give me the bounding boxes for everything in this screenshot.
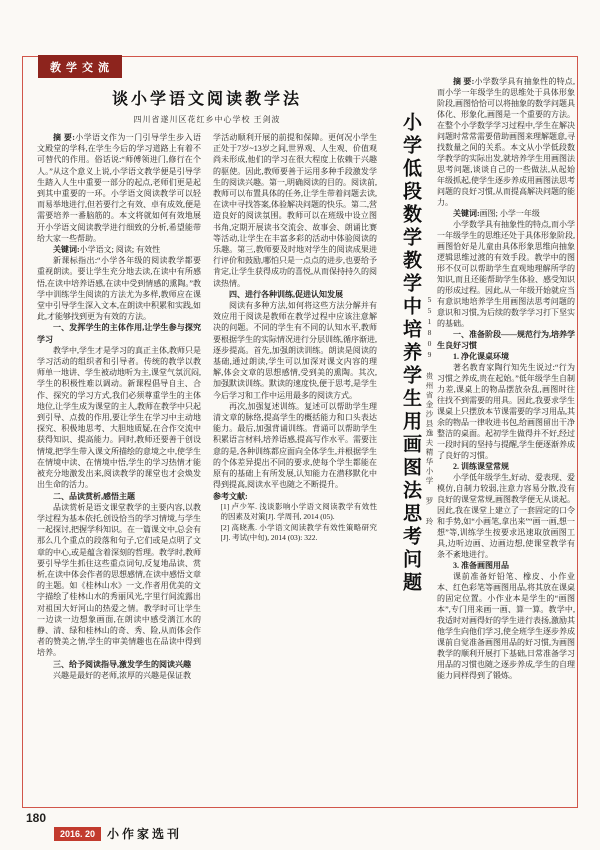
left-heading-4: 四、进行各种训练,促进认知发展 (229, 289, 343, 299)
right-article-column (437, 76, 575, 806)
right-abstract-label: 摘 要: (453, 77, 475, 86)
right-paragraph-2: 小学低年级学生,好动、爱表现、爱模仿,自制力较弱,注意力容易分散,没有良好的课堂常规,画图教学便无从谈起。因此,我在课堂上建立了一套固定的口令和手势,如“小画笔,拿出来”“画一画,想一想”等,训练学生按要求迅速取放画图工具,边听边画、边画边想,使课堂教学有条不紊地进行。 (437, 473, 575, 559)
left-abstract-label: 摘 要: (53, 133, 75, 142)
left-article-title: 谈小学语文阅读教学法 (111, 91, 302, 108)
left-heading-3: 三、给予阅读指导,激发学生的阅读兴趣 (53, 659, 191, 669)
footer (54, 825, 182, 842)
right-paragraph-0: 小学数学具有抽象性的特点,而小学一年级学生的思维还处于具体形象阶段,画图恰好是儿童由具体形象思维向抽象逻辑思维过渡的有效手段。教学中的图形不仅可以帮助学生直观地理解所学的知识,而且还能帮助学生体验、感受知识的形成过程。因此,从一年级开始就应当有意识地培养学生用画图法思考问题的意识和习惯,为后续的数学学习打下坚实的基础。 (437, 220, 575, 328)
left-article-author: 四川省遂川区花红乡中心学校 王剑波 (133, 115, 281, 124)
page-number: 180 (26, 811, 47, 825)
references-label: 参考文献: (213, 491, 248, 501)
right-heading-1: 一、准备阶段——规范行为,培养学生良好习惯 (437, 330, 575, 350)
left-article-column-1 (37, 132, 201, 804)
left-paragraph-2: 品读赏析是语文课堂教学的主要内容,以教学过程为基本依托,创设恰当的学习情境,与学生一起探讨,把握学科知识。在一篇课文中,总会有那么几个重点的段落和句子,它们或是点明了文章的中心,或是蕴含着深刻的哲理。教学时,教师要引导学生抓住这些重点词句,反复地品读、赏析,在读中体会作者的思想感情,在读中感悟文章的主题。如《桂林山水》一文,作者用优美的文字描绘了桂林山水的秀丽风光,字里行间流露出对祖国大好河山的热爱之情。教学时可让学生一边读一边想象画面,在朗读中感受漓江水的静、清、绿和桂林山的奇、秀、险,从而体会作者的赞美之情,学生的审美情趣也在品读中得到培养。 (37, 502, 201, 658)
left-heading-2: 二、品读赏析,感悟主题 (53, 491, 135, 501)
left-paragraph-3: 兴趣是最好的老师,浓厚的兴趣是保证教 (53, 670, 191, 680)
left-intro-paragraph: 新课标指出:“小学各年级的阅读教学都要重视朗读。要让学生充分地去读,在读中有所感悟,在读中培养语感,在读中受到情感的熏陶。”教学中训练学生阅读的方法尤为多样,教师应在课堂中引导学生深入文本,在朗读中积累和实践,如此,才能够找到更为有效的方法。 (37, 256, 201, 322)
right-paragraph-3: 课前准备好铅笔、橡皮、小作业本、红色彩笔等画图用品,将其放在课桌的固定位置。小作业本是学生的“画图本”,专门用来画一画、算一算。教学中,我适时对画得好的学生进行表扬,激励其他学生向他们学习,使全班学生逐步养成课前自觉准备画图用品的好习惯,为画图教学的顺利开展打下基础,日常准备学习用品的习惯也随之逐步养成,学生的自理能力同样得到了锻炼。 (437, 572, 575, 680)
reference-item-1: [1] 卢少军. 浅谈影响小学语文阅读教学有效性的因素及对策[J]. 学周刊, 2014 (05). (220, 501, 377, 522)
left-paragraph-4b: 再次,加强复述训练。复述可以帮助学生理清文章的脉络,提高学生的概括能力和口头表达能力。最后,加强背诵训练。背诵可以帮助学生积累语言材料,培养语感,提高写作水平。需要注意的是,各种训练都应面向全体学生,并根据学生的个体差异提出不同的要求,使每个学生都能在原有的基础上有所发展,认知能力在潜移默化中得到提高,阅读水平也随之不断提升。 (213, 401, 377, 490)
right-abstract-text: 小学数学具有抽象性的特点,而小学一年级学生的思维处于具体形象阶段,画图恰恰可以将抽象的数学问题具体化、形象化,画图是一个重要的方法。在整个小学数学学习过程中,学生在解决问题时常常需要借助画图来理解题意,寻找数量之间的关系。本文从小学低段数学教学的实际出发,就培养学生用画图法思考问题,谈谈自己的一些做法,从起始年级抓起,使学生逐步养成用画图法思考问题的良好习惯,从而提高解决问题的能力。 (437, 77, 575, 207)
left-heading-1: 一、发挥学生的主体作用,让学生参与探究学习 (37, 323, 201, 344)
right-keywords-text: 画图; 小学一年级 (479, 209, 540, 218)
left-keywords-label: 关键词: (53, 245, 80, 255)
left-keywords-text: 小学语文; 阅读; 有效性 (79, 245, 161, 255)
right-keywords-label: 关键词: (453, 209, 480, 218)
right-paragraph-1: 著名教育家陶行知先生说过:“行为习惯之养成,贵在起始。”低年级学生自制力差,课桌上的物品摆放杂乱,画图时往往找不到需要的用具。因此,我要求学生课桌上只摆放本节课需要的学习用品,其余的物品一律收进书包,给画图留出干净整洁的桌面。起初学生做得并不好,经过一段时间的坚持与提醒,学生便逐渐养成了良好的习惯。 (437, 363, 575, 460)
section-tag: 教学交流 (38, 55, 122, 78)
right-article-vertical-title: 小学低段数学教学中培养学生用画图法思考问题 (400, 112, 421, 595)
right-abstract-paragraph (437, 76, 575, 208)
left-abstract-text: 小学语文作为一门引导学生步入语文殿堂的学科,在学生今后的学习道路上有着不可替代的作用。俗话说:“师傅领进门,修行在个人。”从这个意义上说,小学语文教学便是引导学生踏入人生中重要一部分的起点,老师们更是起到其中重要的一环。小学语文阅读教学可以轻而易举地进行,但若要行之有效、卓有成效,便是需要培养一番脑筋的。本文将就如何有效地展开小学语文阅读教学进行细致的分析,希望能带给大家一些帮助。 (37, 133, 201, 243)
right-article-vertical-author: 551809 贵州省金沙县逸夫精华小学 罗 玲 (425, 295, 434, 527)
left-article-column-2 (213, 132, 377, 804)
left-abstract-paragraph (37, 132, 201, 244)
issue-badge: 2016. 20 (54, 827, 101, 841)
right-subheading-2: 2. 训练课堂常规 (453, 462, 509, 471)
left-paragraph-4: 阅读有多种方法,如何将这些方法分解并有效应用于阅读是教师在教学过程中应该注意解决的问题。不同的学生有不同的认知水平,教师要根据学生的实际情况进行分层训练,循序渐进,逐步提高。首先,加强朗读训练。朗读是阅读的基础,通过朗读,学生可以加深对课文内容的理解,体会文章的思想感情,受到美的熏陶。其次,加强默读训练。默读的速度快,便于思考,是学生今后学习和工作中运用最多的阅读方式。 (213, 301, 377, 400)
journal-name: 小作家选刊 (107, 827, 183, 841)
left-paragraph-3-continued: 学活动顺利开展的前提和保障。更何况小学生正处于7岁~13岁之间,世界观、人生观、价值观尚未形成,他们的学习在很大程度上依赖于兴趣的驱使。因此,教师要善于运用多种手段激发学生的阅读兴趣。第一,明确阅读的目的。阅读前,教师可以布置具体的任务,让学生带着问题去读,在读中寻找答案,体验解决问题的快乐。第二,营造良好的阅读氛围。教师可以在班级中设立图书角,定期开展读书交流会、故事会、朗诵比赛等活动,让学生在丰富多彩的活动中体验阅读的乐趣。第三,教师要及时地对学生的阅读成果进行评价和鼓励,哪怕只是一点点的进步,也要给予肯定,让学生获得成功的喜悦,从而保持持久的阅读热情。 (213, 133, 377, 288)
right-subheading-1: 1. 净化课桌环境 (453, 352, 509, 361)
right-keywords-paragraph (437, 208, 575, 219)
reference-item-2: [2] 高晓燕. 小学语文阅读教学有效性策略研究[J]. 考试(中旬), 2014 (03): 322. (220, 522, 377, 543)
left-keywords-paragraph (37, 244, 201, 255)
right-subheading-3: 3. 准备画图用品 (453, 561, 509, 570)
left-paragraph-1: 教学中,学生才是学习的真正主体,教师只是学习活动的组织者和引导者。传统的教学以教师单一地讲、学生被动地听为主,课堂气氛沉闷,学生的积极性难以调动。新课程倡导自主、合作、探究的学习方式,我们必须尊重学生的主体地位,让学生成为课堂的主人,教师在教学中只起到引导、点拨的作用,要让学生在学习中主动地探究、积极地思考、大胆地质疑,在合作交流中获得知识、提高能力。同时,教师还要善于创设情境,把学生带入课文所描绘的意境之中,使学生在情境中读、在情境中悟,学生的学习热情才能被充分地激发出来,阅读教学的课堂也才会焕发出生命的活力。 (37, 345, 201, 490)
